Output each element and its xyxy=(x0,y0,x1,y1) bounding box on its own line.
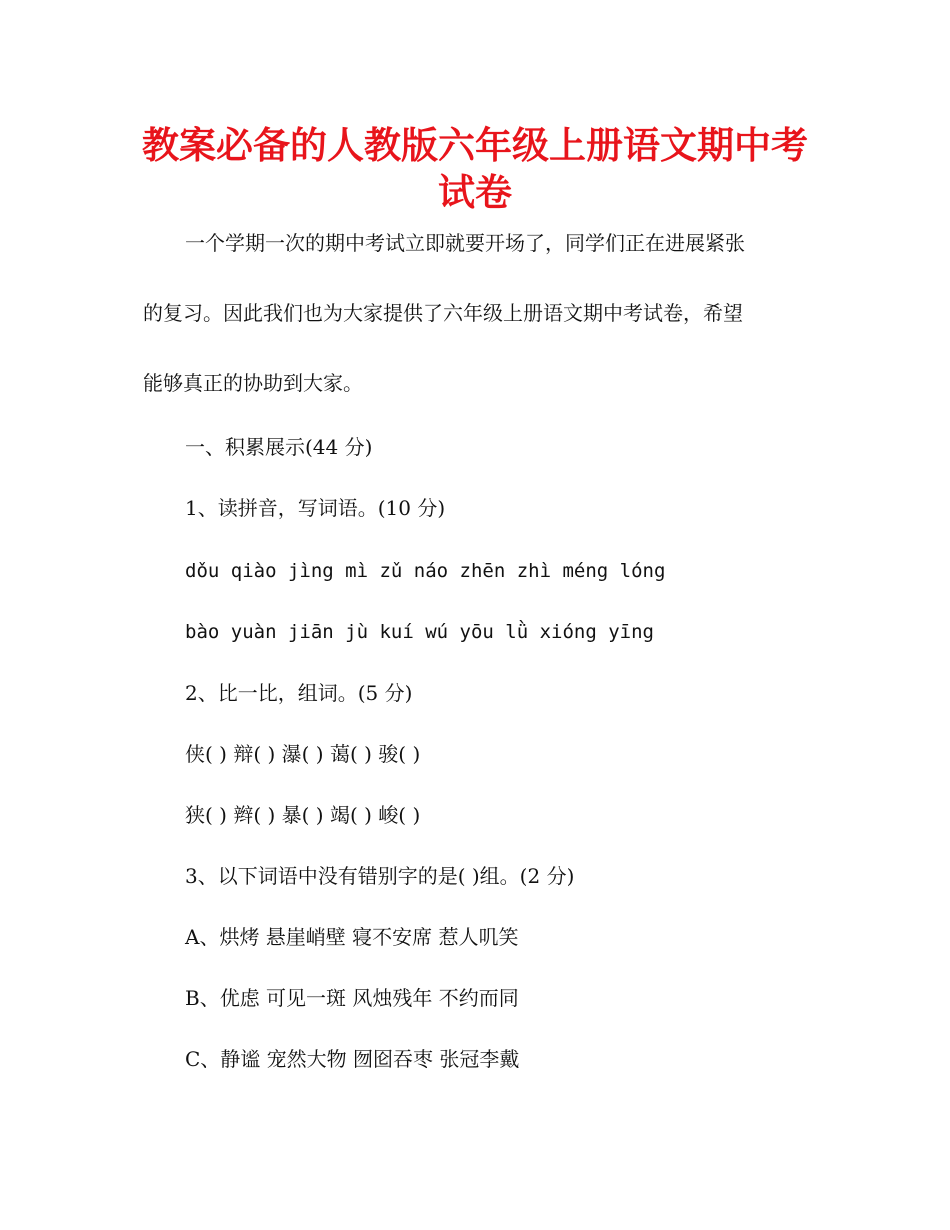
option-b: B、优虑 可见一斑 风烛残年 不约而同 xyxy=(185,986,519,1010)
intro-line-2: 的复习。因此我们也为大家提供了六年级上册语文期中考试卷，希望 xyxy=(143,301,743,325)
intro-line-1: 一个学期一次的期中考试立即就要开场了，同学们正在进展紧张 xyxy=(185,231,745,255)
pinyin-row-2: bào yuàn jiān jù kuí wú yōu lǜ xióng yīng xyxy=(185,621,654,643)
section-heading: 一、积累展示(44 分) xyxy=(185,435,373,459)
document-title-line1: 教案必备的人教版六年级上册语文期中考 xyxy=(142,124,808,167)
document-title-line2: 试卷 xyxy=(438,171,512,214)
question-3-label: 3、以下词语中没有错别字的是( )组。(2 分) xyxy=(185,864,575,888)
question-1-label: 1、读拼音，写词语。(10 分) xyxy=(185,496,446,520)
option-c: C、静谧 宠然大物 囫囵吞枣 张冠李戴 xyxy=(185,1047,520,1071)
compare-row-1: 侠( ) 辩( ) 瀑( ) 蔼( ) 骏( ) xyxy=(185,742,421,766)
question-2-label: 2、比一比，组词。(5 分) xyxy=(185,681,413,705)
intro-line-3: 能够真正的协助到大家。 xyxy=(143,371,363,395)
pinyin-row-1: dǒu qiào jìng mì zǔ náo zhēn zhì méng lóng xyxy=(185,560,666,582)
compare-row-2: 狭( ) 辫( ) 暴( ) 竭( ) 峻( ) xyxy=(185,803,421,827)
option-a: A、烘烤 悬崖峭壁 寝不安席 惹人叽笑 xyxy=(185,925,519,949)
